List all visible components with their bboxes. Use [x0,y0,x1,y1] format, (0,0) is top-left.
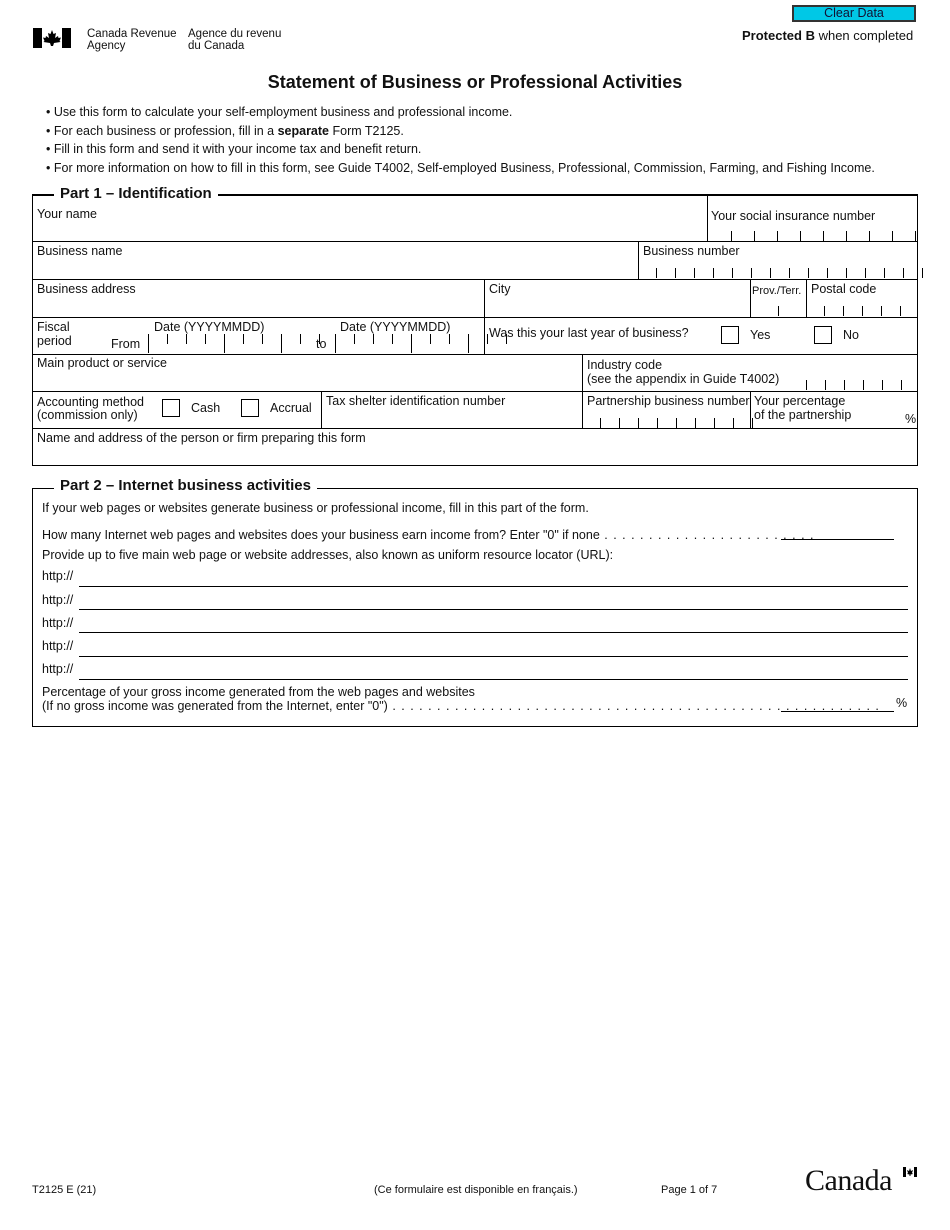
postal-code-input[interactable] [824,306,901,316]
bullet-3: • Fill in this form and send it with your income tax and benefit return. [46,142,422,156]
row3-div1 [484,279,485,317]
url-input-3[interactable] [79,632,908,633]
canada-flag-icon [33,28,71,48]
business-number-label: Business number [643,244,740,258]
row3-div3 [806,279,807,317]
leader-dots-1: . . . . . . . . . . . . . . . . . . . . . . . . [599,528,815,542]
from-label: From [111,337,141,351]
fiscal-label-2: period [37,334,72,348]
tax-shelter-input[interactable] [324,409,579,426]
bullet-4-text: For more information on how to fill in this form, see Guide T4002, Self-employed Business, Professional, Commission, Farming, and Fishing Income. [53,161,875,175]
row6-div1 [321,391,322,428]
tax-shelter-label: Tax shelter identification number [326,394,506,408]
fiscal-from-input[interactable] [148,334,320,353]
protected-rest: when completed [814,28,914,43]
industry-code-label-2: (see the appendix in Guide T4002) [587,372,780,386]
business-address-label: Business address [37,282,136,296]
french-note: (Ce formulaire est disponible en français.) [374,1184,578,1196]
agency-en-line1: Canada Revenue [87,28,177,40]
partnership-pct-label-2: of the partnership [754,408,852,422]
url-question: Provide up to five main web page or website addresses, also known as uniform resource locator (URL): [42,548,614,562]
row1-divider [707,195,708,241]
part2-title: Part 2 – Internet business activities [54,477,317,494]
business-name-label: Business name [37,244,123,258]
your-name-label: Your name [37,207,97,221]
bullet-2: • For each business or profession, fill in a separate Form T2125. [46,124,404,138]
bullet-3-text: Fill in this form and send it with your income tax and benefit return. [53,142,422,156]
industry-code-label-1: Industry code [587,358,663,372]
postal-code-label: Postal code [811,282,877,296]
page-number: Page 1 of 7 [661,1184,718,1196]
gross-pct-label-2 [42,699,880,713]
prov-input[interactable] [778,306,779,316]
industry-code-input[interactable] [806,380,902,390]
agency-en-line2: Agency [87,40,126,52]
protected-bold: Protected B [742,28,815,43]
clear-data-button[interactable]: Clear Data [792,5,916,22]
city-input[interactable] [487,298,747,315]
bullet-4: • For more information on how to fill in this form, see Guide T4002, Self-employed Business, Professional, Commission, Farming, and Fishing Income. [46,161,875,175]
url-input-2[interactable] [79,609,908,610]
part1-title: Part 1 – Identification [54,185,218,202]
city-label: City [489,282,511,296]
accrual-label: Accrual [270,401,312,415]
fiscal-to-input[interactable] [335,334,507,353]
prov-label: Prov./Terr. [752,285,802,297]
bullet-1: • Use this form to calculate your self-employment business and professional income. [46,105,513,119]
business-address-input[interactable] [35,298,481,315]
row6-bottom [32,428,918,429]
row5-divider [582,354,583,391]
row6-div2 [582,391,583,428]
web-count-question-text: How many Internet web pages and websites does your business earn income from? Enter "0" if none [42,528,600,542]
page-title: Statement of Business or Professional Activities [267,72,683,92]
agency-fr-line2: du Canada [188,40,245,52]
row1-bottom [32,241,918,242]
url-input-4[interactable] [79,656,908,657]
main-product-input[interactable] [35,372,578,389]
row2-divider [638,241,639,279]
http-prefix-5: http:// [42,662,74,676]
row2-bottom [32,279,918,280]
http-prefix-4: http:// [42,639,74,653]
agency-fr-line1: Agence du revenu [188,28,282,40]
bullet-2-bold: separate [277,124,330,138]
http-prefix-1: http:// [42,569,74,583]
your-name-input[interactable] [35,222,703,239]
bullet-2-pre: For each business or profession, fill in a [53,124,278,138]
to-label: to [316,337,327,351]
row3-div2 [750,279,751,317]
bullet-2-post: Form T2125. [329,124,404,138]
web-count-question [42,528,815,542]
cash-checkbox[interactable] [162,399,180,417]
sin-label: Your social insurance number [711,209,876,223]
wordmark-flag-icon [903,1167,917,1177]
to-date-format: Date (YYYYMMDD) [340,320,451,334]
preparer-label: Name and address of the person or firm preparing this form [37,431,366,445]
sin-input[interactable] [731,231,916,241]
http-prefix-2: http:// [42,593,74,607]
http-prefix-3: http:// [42,616,74,630]
business-name-input[interactable] [35,260,635,277]
no-label: No [843,328,859,342]
url-input-1[interactable] [79,586,908,587]
canada-wordmark [805,1165,917,1197]
accounting-label-1: Accounting method [37,395,145,409]
cash-label: Cash [191,401,221,415]
row5-bottom [32,391,918,392]
main-product-label: Main product or service [37,356,167,370]
fiscal-label-1: Fiscal [37,320,70,334]
accounting-label-2: (commission only) [37,408,138,422]
part2-intro: If your web pages or websites generate business or professional income, fill in this part of the form. [42,501,589,515]
accrual-checkbox[interactable] [241,399,259,417]
bullet-1-text: Use this form to calculate your self-employment business and professional income. [53,105,513,119]
protected-label [742,29,913,43]
last-year-label: Was this your last year of business? [489,326,689,340]
yes-label: Yes [750,328,771,342]
gross-pct-label-1: Percentage of your gross income generated from the web pages and websites [42,685,475,699]
row3-bottom [32,317,918,318]
preparer-input[interactable] [35,446,915,463]
row4-bottom [32,354,918,355]
partnership-pct-label-1: Your percentage [754,394,846,408]
leader-dots-2: . . . . . . . . . . . . . . . . . . . . . . . . . . . . . . . . . . . . . . . . . . . . . . . . . . . . . . . [387,699,880,713]
partnership-bn-input[interactable] [600,418,753,428]
gross-pct-label-2-text: (If no gross income was generated from the Internet, enter "0") [42,699,388,713]
last-year-no-checkbox[interactable] [814,326,832,344]
form-id: T2125 E (21) [32,1184,97,1196]
canada-wordmark-text: Canada [805,1164,892,1197]
partnership-pct-input[interactable]: % [905,412,917,426]
last-year-yes-checkbox[interactable] [721,326,739,344]
business-number-input[interactable] [656,268,923,278]
web-count-input[interactable] [781,539,894,540]
gross-pct-sign: % [896,696,908,710]
url-input-5[interactable] [79,679,908,680]
gross-pct-input[interactable] [781,711,894,712]
from-date-format: Date (YYYYMMDD) [154,320,265,334]
partnership-bn-label: Partnership business number [587,394,750,408]
